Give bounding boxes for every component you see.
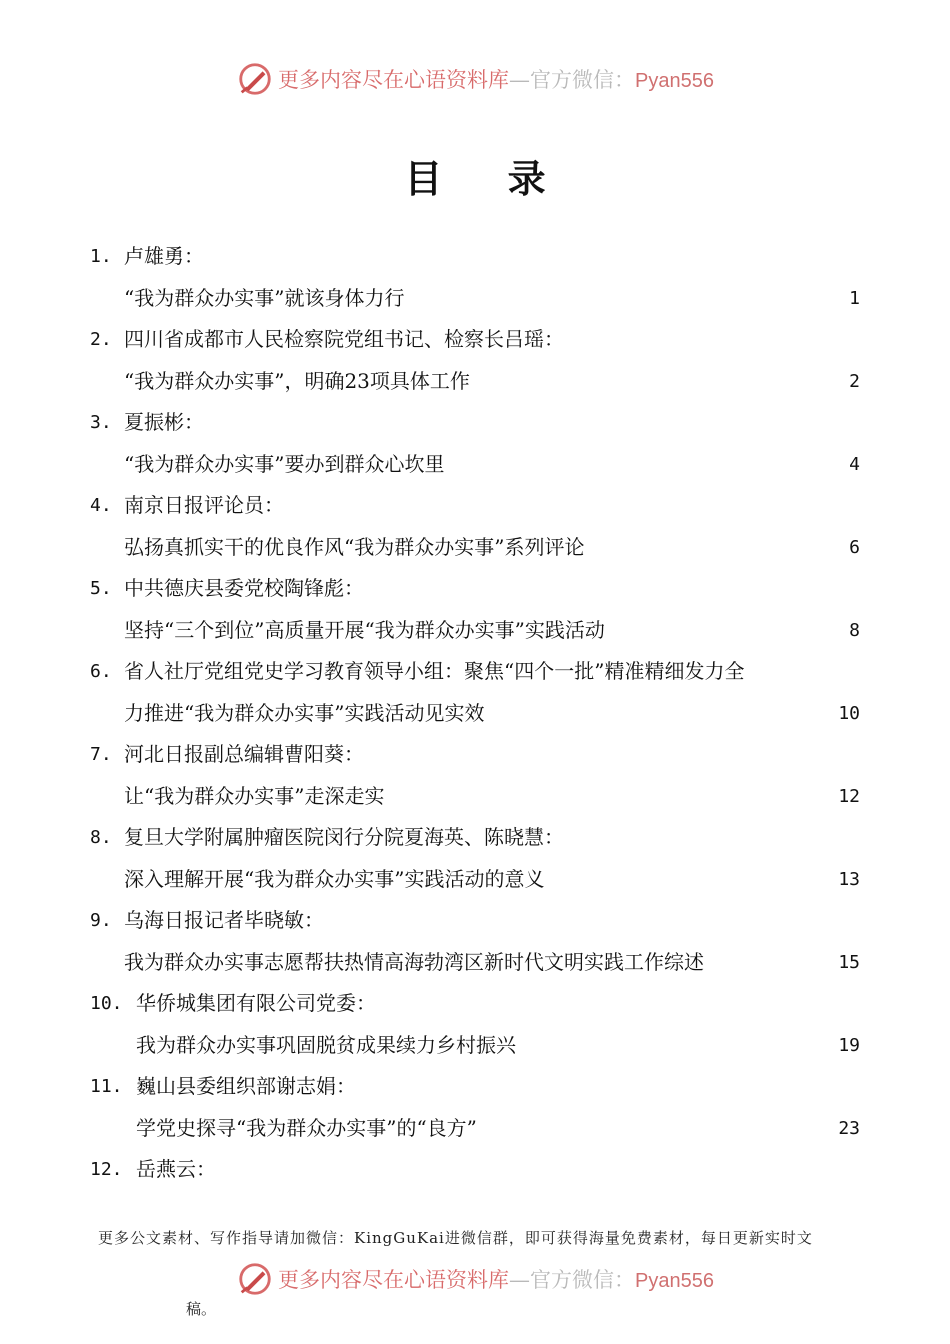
watermark-banner-bottom [0,1260,950,1298]
toc-entry-heading [90,568,860,610]
banner-wx-id: Pyan556 [635,70,714,92]
toc-entry-title: 学党史探寻“我为群众办实事”的“良方” [136,1115,477,1140]
table-of-contents [90,236,860,1191]
toc-entry-page: 8 [849,619,860,641]
toc-entry-title: 我为群众办实事志愿帮扶热情高海勃湾区新时代文明实践工作综述 [124,949,704,974]
toc-entry-heading [90,402,860,444]
toc-entry-page: 10 [838,702,860,724]
toc-entry-page: 4 [849,453,860,475]
toc-entry-title: 坚持“三个到位”高质量开展“我为群众办实事”实践活动 [124,617,605,642]
toc-entry-number: 4. [90,495,112,516]
toc-entry-number: 3. [90,412,112,433]
toc-entry-heading [90,1066,860,1108]
toc-entry-author: 卢雄勇： [124,244,204,268]
toc-entry-page: 2 [849,370,860,392]
banner-dash: — [509,68,531,92]
toc-entry-title: 让“我为群众办实事”走深走实 [124,783,385,808]
toc-entry-heading [90,485,860,527]
pen-logo-icon [236,1260,274,1298]
toc-entry-title-row [90,444,860,486]
toc-entry-number: 1. [90,246,112,267]
toc-entry-title-row [90,859,860,901]
banner-main-text: 更多内容尽在心语资料库 [278,1268,510,1292]
toc-entry-title: 深入理解开展“我为群众办实事”实践活动的意义 [124,866,545,891]
toc-entry-heading [90,817,860,859]
toc-entry-page: 19 [838,1034,860,1056]
toc-entry-number: 11. [90,1076,123,1097]
toc-entry-title-row [90,942,860,984]
toc-entry-title-row [90,610,860,652]
toc-entry-page: 23 [838,1117,860,1139]
toc-entry-title-row [90,278,860,320]
toc-entry-title-row [90,361,860,403]
toc-entry-title-row [90,1108,860,1150]
toc-entry-author: 华侨城集团有限公司党委： [136,991,376,1015]
toc-entry-author: 乌海日报记者毕晓敏： [124,908,324,932]
toc-entry-heading [90,1149,860,1191]
toc-entry-title: “我为群众办实事”要办到群众心坎里 [124,451,445,476]
toc-entry-title: 弘扬真抓实干的优良作风“我为群众办实事”系列评论 [124,534,585,559]
toc-entry-number: 10. [90,993,123,1014]
toc-entry-title-row [90,527,860,569]
toc-entry-author: 岳燕云： [136,1157,216,1181]
toc-entry-number: 9. [90,910,112,931]
toc-entry-title: 力推进“我为群众办实事”实践活动见实效 [124,700,485,725]
toc-entry-page: 12 [838,785,860,807]
toc-entry-title: “我为群众办实事”，明确23项具体工作 [124,368,470,393]
toc-entry-heading [90,983,860,1025]
pen-logo-icon [236,60,274,98]
toc-entry-heading [90,651,860,693]
banner-wx-label: 官方微信： [530,68,636,92]
toc-entry-number: 12. [90,1159,123,1180]
toc-entry-heading [90,734,860,776]
banner-wx-id: Pyan556 [635,1270,714,1292]
footer-note-end: 稿。 [186,1300,217,1318]
banner-dash: — [509,1268,531,1292]
toc-entry-author: 夏振彬： [124,410,204,434]
toc-entry-heading [90,236,860,278]
toc-entry-author: 巍山县委组织部谢志娟： [136,1074,356,1098]
toc-entry-heading [90,319,860,361]
toc-entry-title: “我为群众办实事”就该身体力行 [124,285,405,310]
toc-entry-author: 南京日报评论员： [124,493,284,517]
toc-entry-title: 我为群众办实事巩固脱贫成果续力乡村振兴 [136,1032,516,1057]
toc-entry-number: 2. [90,329,112,350]
toc-entry-title-row [90,1025,860,1067]
toc-entry-author: 四川省成都市人民检察院党组书记、检察长吕瑶： [124,327,564,351]
toc-entry-author: 河北日报副总编辑曹阳葵： [124,742,364,766]
toc-entry-page: 15 [838,951,860,973]
toc-entry-author: 复旦大学附属肿瘤医院闵行分院夏海英、陈晓慧： [124,825,564,849]
toc-entry-number: 6. [90,661,112,682]
toc-entry-title-row [90,776,860,818]
toc-entry-number: 7. [90,744,112,765]
banner-wx-label: 官方微信： [530,1268,636,1292]
toc-entry-number: 8. [90,827,112,848]
toc-entry-page: 13 [838,868,860,890]
toc-entry-author: 中共德庆县委党校陶锋彪： [124,576,364,600]
toc-entry-heading [90,900,860,942]
toc-entry-page: 1 [849,287,860,309]
toc-entry-title-row [90,693,860,735]
watermark-banner-top [0,60,950,98]
toc-entry-number: 5. [90,578,112,599]
toc-entry-author: 省人社厅党组党史学习教育领导小组：聚焦“四个一批”精准精细发力全 [124,659,745,683]
page-title: 目 录 [404,156,572,201]
footer-note: 更多公文素材、写作指导请加微信：KingGuKai进微信群，即可获得海量免费素材，每日更新实时文 [98,1229,813,1247]
banner-main-text: 更多内容尽在心语资料库 [278,68,510,92]
toc-entry-page: 6 [849,536,860,558]
